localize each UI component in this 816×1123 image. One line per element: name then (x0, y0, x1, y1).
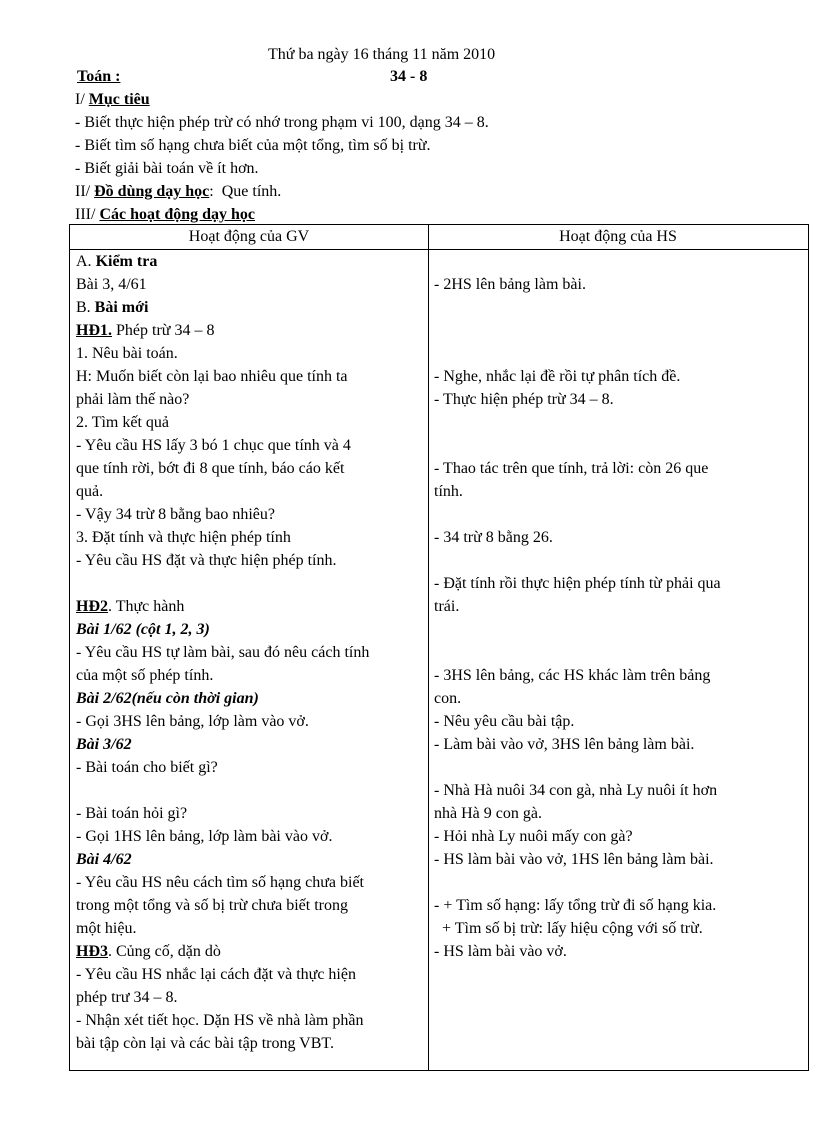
objective-item: - Biết thực hiện phép trừ có nhớ trong phạm vi 100, dạng 34 – 8. (75, 114, 489, 131)
objective-item: - Biết tìm số hạng chưa biết của một tổng, tìm số bị trừ. (75, 137, 431, 154)
gv-line: 3. Đặt tính và thực hiện phép tính (76, 529, 291, 546)
section-title: Đồ dùng dạy học (94, 183, 210, 200)
hd2-line (76, 595, 424, 618)
gv-line: trong một tổng và số bị trừ chưa biết trong (76, 897, 348, 914)
hs-line: - 3HS lên bảng, các HS khác làm trên bảng (434, 667, 711, 684)
hs-line: - Nêu yêu cầu bài tập. (434, 713, 575, 730)
hs-line: - 2HS lên bảng làm bài. (434, 276, 586, 293)
gv-line: - Yêu cầu HS đặt và thực hiện phép tính. (76, 552, 337, 569)
materials-content: Que tính. (221, 183, 282, 200)
objective-item: - Biết giải bài toán về ít hơn. (75, 160, 259, 177)
gv-line: phép trư 34 – 8. (76, 989, 178, 1006)
exercise-heading: Bài 4/62 (76, 851, 132, 868)
gv-line: của một số phép tính. (76, 667, 214, 684)
gv-line: 1. Nêu bài toán. (76, 345, 178, 362)
section-objectives-heading (75, 88, 150, 111)
gv-line: que tính rời, bớt đi 8 que tính, báo cáo kết (76, 460, 345, 477)
student-column (434, 250, 806, 963)
hd1-text: Phép trừ 34 – 8 (112, 322, 215, 339)
section-a-title: Kiểm tra (95, 253, 158, 270)
section-title: Các hoạt động dạy học (99, 206, 256, 223)
hd3-line (76, 940, 424, 963)
section-number: III/ (75, 206, 96, 223)
exercise-heading: Bài 1/62 (cột 1, 2, 3) (76, 621, 210, 638)
gv-line: H: Muốn biết còn lại bao nhiêu que tính ta (76, 368, 348, 385)
exercise-heading: Bài 2/62(nếu còn thời gian) (76, 690, 259, 707)
exercise-heading: Bài 3/62 (76, 736, 132, 753)
subject-label: Toán : (77, 68, 121, 85)
hd2-text: . Thực hành (108, 598, 185, 615)
column-divider (428, 225, 429, 1070)
section-a-prefix: A. (76, 253, 96, 270)
gv-line: một hiệu. (76, 920, 137, 937)
section-b-line (76, 296, 424, 319)
gv-line: phải làm thế nào? (76, 391, 190, 408)
section-b-prefix: B. (76, 299, 95, 316)
hs-line: con. (434, 690, 462, 707)
gv-line: - Gọi 3HS lên bảng, lớp làm vào vở. (76, 713, 309, 730)
hs-line: tính. (434, 483, 463, 500)
hs-line: - Nhà Hà nuôi 34 con gà, nhà Ly nuôi ít hơn (434, 782, 718, 799)
gv-line: - Yêu cầu HS nêu cách tìm số hạng chưa biết (76, 874, 364, 891)
hs-line: nhà Hà 9 con gà. (434, 805, 542, 822)
gv-line: - Nhận xét tiết học. Dặn HS về nhà làm phần (76, 1012, 364, 1029)
section-materials-heading (75, 180, 281, 203)
gv-line: - Gọi 1HS lên bảng, lớp làm bài vào vở. (76, 828, 333, 845)
activities-table (69, 224, 809, 1071)
hs-line: - Làm bài vào vở, 3HS lên bảng làm bài. (434, 736, 695, 753)
section-title: Mục tiêu (88, 91, 150, 108)
hd3-text: . Củng cố, dặn dò (108, 943, 221, 960)
hs-line: - Đặt tính rồi thực hiện phép tính từ phải qua (434, 575, 721, 592)
gv-line: quả. (76, 483, 104, 500)
hs-line: - Nghe, nhắc lại đề rồi tự phân tích đề. (434, 368, 681, 385)
hs-line: - HS làm bài vào vở, 1HS lên bảng làm bài. (434, 851, 714, 868)
hs-line: + Tìm số bị trừ: lấy hiệu cộng với số trừ. (434, 920, 703, 937)
hd3-label: HĐ3 (76, 943, 108, 960)
hs-line: - Hỏi nhà Ly nuôi mấy con gà? (434, 828, 633, 845)
hd1-line (76, 319, 424, 342)
lesson-title: 34 - 8 (390, 68, 428, 85)
hs-line: - Thao tác trên que tính, trả lời: còn 26 que (434, 460, 709, 477)
gv-line: - Yêu cầu HS lấy 3 bó 1 chục que tính và 4 (76, 437, 351, 454)
gv-line: bài tập còn lại và các bài tập trong VBT. (76, 1035, 334, 1052)
gv-line: - Bài toán cho biết gì? (76, 759, 218, 776)
student-column-header: Hoạt động của HS (559, 228, 677, 245)
gv-line: 2. Tìm kết quả (76, 414, 170, 431)
teacher-column (76, 250, 424, 1055)
section-a-line (76, 250, 424, 273)
hs-line: - HS làm bài vào vở. (434, 943, 567, 960)
section-b-title: Bài mới (94, 299, 149, 316)
section-number: I/ (75, 91, 85, 108)
hs-line: - + Tìm số hạng: lấy tổng trừ đi số hạng kia. (434, 897, 717, 914)
hs-line: - 34 trừ 8 bằng 26. (434, 529, 553, 546)
gv-line: - Bài toán hỏi gì? (76, 805, 188, 822)
section-number: II/ (75, 183, 91, 200)
teacher-column-header: Hoạt động của GV (188, 228, 310, 245)
hs-line: trái. (434, 598, 460, 615)
gv-line: - Yêu cầu HS nhắc lại cách đặt và thực hiện (76, 966, 356, 983)
section-activities-heading (75, 203, 255, 226)
hs-line: - Thực hiện phép trừ 34 – 8. (434, 391, 614, 408)
hd2-label: HĐ2 (76, 598, 108, 615)
gv-line: Bài 3, 4/61 (76, 276, 147, 293)
hd1-label: HĐ1. (76, 322, 112, 339)
section-colon: : (209, 183, 214, 200)
gv-line: - Yêu cầu HS tự làm bài, sau đó nêu cách tính (76, 644, 370, 661)
gv-line: - Vậy 34 trừ 8 bằng bao nhiêu? (76, 506, 275, 523)
date-line: Thứ ba ngày 16 tháng 11 năm 2010 (268, 46, 496, 63)
